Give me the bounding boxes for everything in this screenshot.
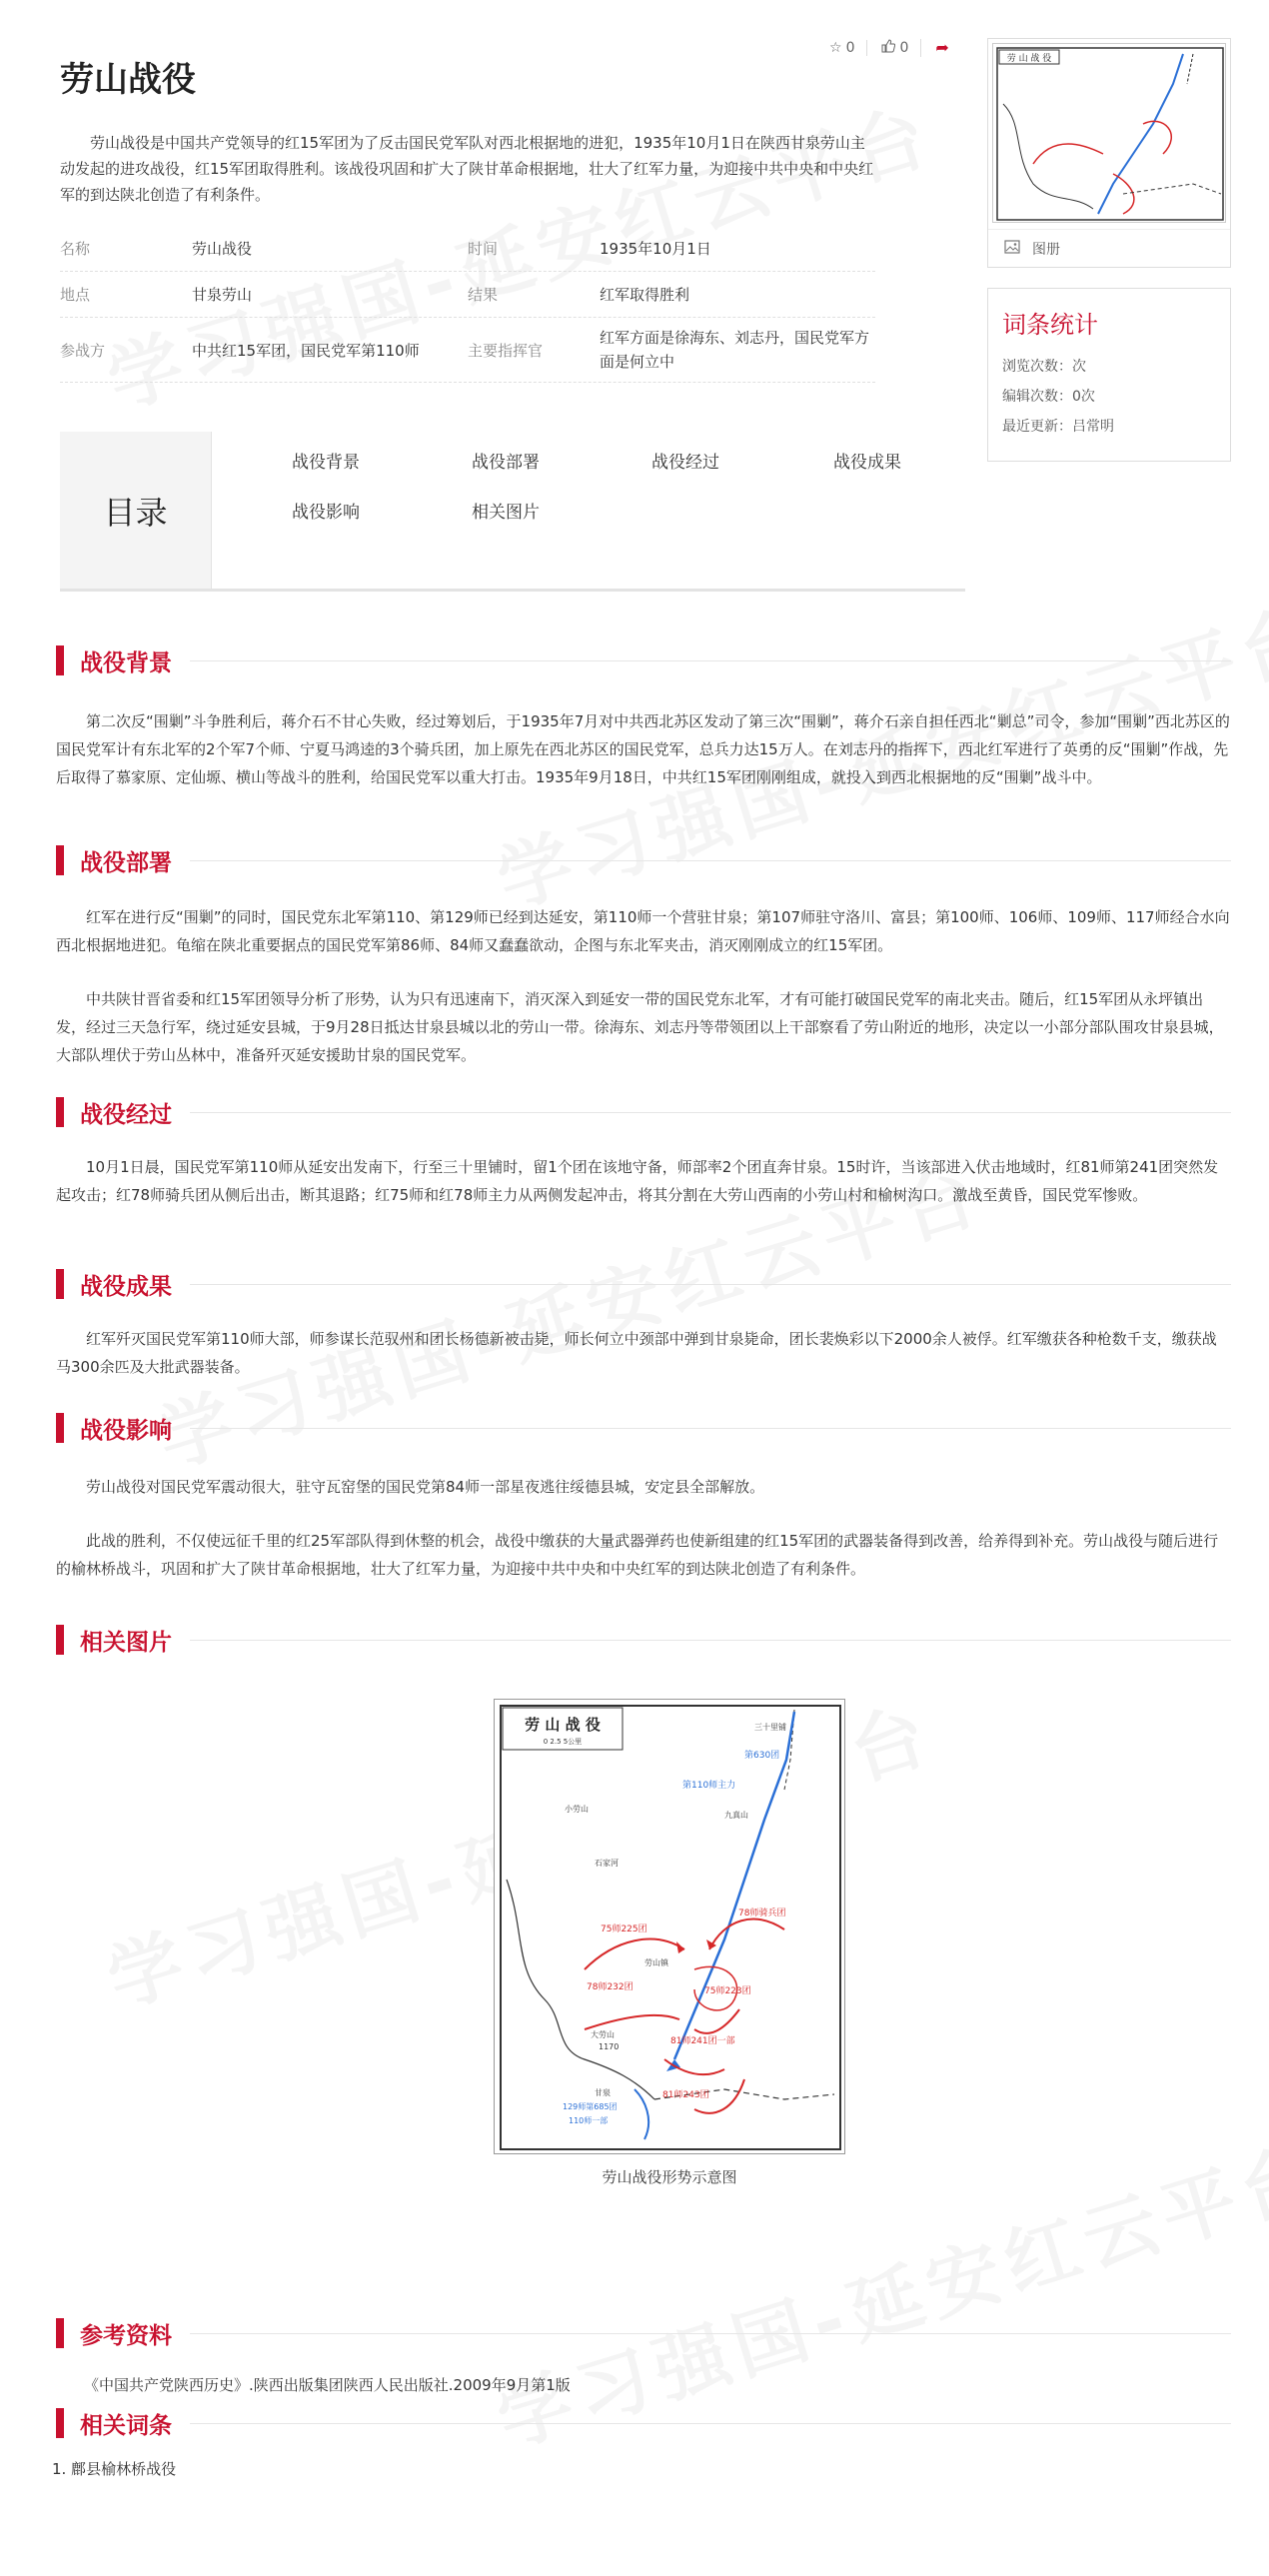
toc-item-background[interactable]: 战役背景 [292, 453, 360, 473]
map-label: 78师232团 [587, 1982, 634, 1992]
toc-label: 目录 [60, 432, 212, 589]
section-divider [190, 1112, 1231, 1113]
stats-updated: 最近更新：吕常明 [1002, 419, 1114, 435]
map-label: 81师243团 [662, 2090, 709, 2100]
map-label: 75师223团 [704, 1986, 751, 1996]
info-key: 参战方 [60, 341, 106, 360]
album-card[interactable] [987, 38, 1231, 268]
section-divider [190, 1284, 1231, 1285]
map-label: 75师225团 [601, 1925, 647, 1934]
map-label: 第630团 [744, 1751, 780, 1761]
section-header-process [56, 1097, 1231, 1127]
paragraph: 中共陕甘晋省委和红15军团领导分析了形势，认为只有迅速南下，消灭深入到延安一带的国民党东北军，才有可能打破国民党军的南北夹击。随后，红15军团从永坪镇出发，经过三天急行军，绕过延安县城，于9月28日抵达甘泉县城以北的劳山一带。徐海东、刘志丹等带领团以上干部察看了劳山附近的地形，决定以一小部分部队围攻甘泉县城，大部队埋伏于劳山丛林中，准备歼灭延安援助甘泉的国民党军。 [56, 990, 1224, 1064]
star-icon: ☆ [829, 39, 842, 56]
stats-views: 浏览次数：次 [1002, 359, 1086, 375]
album-icon [1004, 240, 1020, 258]
section-title: 战役经过 [80, 1101, 172, 1128]
section-header-impact [56, 1413, 1231, 1443]
toc-items [212, 432, 965, 589]
info-key: 结果 [468, 286, 499, 304]
map-label: 129师第685团 [563, 2102, 618, 2111]
section-header-images [56, 1625, 1231, 1655]
album-thumbnail[interactable] [992, 43, 1226, 223]
map-label: 78师骑兵团 [738, 1909, 786, 1919]
info-row [60, 272, 875, 318]
section-title: 战役影响 [80, 1417, 172, 1444]
info-row [60, 226, 875, 272]
section-divider [190, 860, 1231, 861]
reference-item: 《中国共产党陕西历史》.陕西出版集团陕西人民出版社.2009年9月第1版 [84, 2376, 571, 2394]
toc-item-deploy[interactable]: 战役部署 [472, 453, 540, 473]
info-table [60, 226, 875, 383]
share-icon: ➦ [935, 38, 949, 57]
info-key: 地点 [60, 286, 91, 304]
paragraph: 第二次反“围剿”斗争胜利后，蒋介石不甘心失败，经过筹划后，于1935年7月对中共西北苏区发动了第三次“围剿”，蒋介石亲自担任西北“剿总”司令，参加“围剿”西北苏区的国民党军计有东北军的2个军7个师、宁夏马鸿逵的3个骑兵团，加上原先在西北苏区的国民党军，总兵力达15万人。在刘志丹的指挥下，西北红军进行了英勇的反“围剿”作战，先后取得了慕家原、定仙塬、横山等战斗的胜利，给国民党军以重大打击。1935年9月18日，中共红15军团刚刚组成，就投入到西北根据地的反“围剿”战斗中。 [56, 712, 1230, 786]
info-key: 时间 [468, 240, 499, 258]
section-title: 战役背景 [80, 649, 172, 676]
section-divider [190, 2333, 1231, 2334]
map-label: 甘泉 [595, 2088, 611, 2097]
map-label: 1170 [599, 2042, 620, 2051]
paragraph: 红军歼灭国民党军第110师大部，师参谋长范驭州和团长杨德新被击毙，师长何立中颈部中弹到甘泉毙命，团长裴焕彩以下2000余人被俘。红军缴获各种枪数千支，缴获战马300余匹及大批武器装备。 [56, 1330, 1217, 1376]
section-divider [190, 1428, 1231, 1429]
section-title: 参考资料 [80, 2322, 172, 2349]
map-label: 石家河 [595, 1859, 619, 1868]
entry-summary: 劳山战役是中国共产党领导的红15军团为了反击国民党军队对西北根据地的进犯，1935年10月1日在陕西甘泉劳山主动发起的进攻战役，红15军团取得胜利。该战役巩固和扩大了陕甘革命根据地，壮大了红军力量，为迎接中共中央和中央红军的到达陕北创造了有利条件。 [60, 134, 874, 204]
section-header-background [56, 645, 1231, 675]
section-marker [56, 1097, 64, 1127]
paragraph: 10月1日晨，国民党军第110师从延安出发南下，行至三十里铺时，留1个团在该地守备，师部率2个团直奔甘泉。15时许，当该部进入伏击地域时，红81师第241团突然发起攻击；红78师骑兵团从侧后出击，断其退路；红75师和红78师主力从两侧发起冲击，将其分割在大劳山西南的小劳山村和榆树沟口。激战至黄昏，国民党军惨败。 [56, 1158, 1219, 1204]
toc-item-process[interactable]: 战役经过 [651, 453, 719, 473]
stats-title: 词条统计 [1002, 311, 1098, 339]
map-title: 劳 山 战 役 [525, 1716, 601, 1734]
album-map-title: 劳 山 战 役 [1006, 54, 1052, 64]
paragraph: 此战的胜利，不仅使远征千里的红25军部队得到休整的机会，战役中缴获的大量武器弹药也使新组建的红15军团的武器装备得到改善，给养得到补充。劳山战役与随后进行的榆林桥战斗，巩固和扩大了陕甘革命根据地，壮大了红军力量，为迎接中共中央和中央红军的到达陕北创造了有利条件。 [56, 1532, 1219, 1578]
info-key: 主要指挥官 [468, 341, 544, 360]
section-divider [190, 2423, 1231, 2424]
map-label: 110师一部 [569, 2116, 609, 2125]
map-label: 九真山 [724, 1811, 748, 1820]
info-value: 1935年10月1日 [600, 240, 711, 258]
info-value: 红军取得胜利 [600, 286, 690, 304]
section-header-deploy [56, 845, 1231, 875]
album-label: 图册 [1032, 241, 1060, 258]
map-label: 大劳山 [591, 2030, 615, 2039]
section-header-related [56, 2408, 1231, 2438]
toc-item-images[interactable]: 相关图片 [472, 503, 540, 523]
section-marker [56, 1269, 64, 1299]
section-title: 战役成果 [80, 1273, 172, 1300]
favorite-button[interactable] [829, 40, 867, 56]
entry-tools [829, 38, 961, 57]
section-title: 相关图片 [80, 1629, 172, 1656]
favorite-count: 0 [845, 39, 855, 56]
figure-caption: 劳山战役形势示意图 [602, 2168, 737, 2186]
battle-map-figure[interactable] [494, 1699, 845, 2154]
info-value: 中共红15军团，国民党军第110师 [192, 341, 420, 360]
info-value: 甘泉劳山 [192, 286, 253, 304]
info-value: 红军方面是徐海东、刘志丹，国民党军方面是何立中 [600, 329, 870, 371]
related-entry-link[interactable]: 1. 鄜县榆林桥战役 [52, 2460, 177, 2478]
like-button[interactable] [881, 39, 921, 57]
section-header-refs [56, 2318, 1231, 2348]
info-row [60, 318, 875, 383]
album-bar[interactable] [988, 229, 1230, 267]
map-label: 第110师主力 [682, 1781, 736, 1791]
map-label: 三十里铺 [754, 1723, 786, 1732]
info-key: 名称 [60, 240, 91, 258]
map-label: 小劳山 [565, 1805, 589, 1814]
stats-edits: 编辑次数：0次 [1002, 389, 1095, 405]
section-marker [56, 1413, 64, 1443]
paragraph: 红军在进行反“围剿”的同时，国民党东北军第110、第129师已经到达延安，第110师一个营驻甘泉；第107师驻守洛川、富县；第100师、106师、109师、117师经合水向西北根据地进犯。龟缩在陕北重要据点的国民党军第86师、84师又蠢蠢欲动，企图与东北军夹击，消灭刚刚成立的红15军团。 [56, 908, 1230, 954]
section-title: 战役部署 [80, 849, 172, 876]
section-marker [56, 845, 64, 875]
share-button[interactable] [935, 38, 960, 57]
toc-item-impact[interactable]: 战役影响 [292, 503, 360, 523]
thumb-up-icon [881, 39, 895, 57]
section-divider [190, 1640, 1231, 1641]
section-marker [56, 2318, 64, 2348]
page-title: 劳山战役 [60, 60, 196, 100]
section-title: 相关词条 [80, 2412, 172, 2439]
toc-item-result[interactable]: 战役成果 [833, 453, 901, 473]
info-value: 劳山战役 [192, 240, 253, 258]
entry-stats [987, 288, 1231, 462]
section-marker [56, 2408, 64, 2438]
section-header-result [56, 1269, 1231, 1299]
map-scale: 0 2.5 5公里 [543, 1738, 583, 1746]
table-of-contents [60, 432, 965, 592]
paragraph: 劳山战役对国民党军震动很大，驻守瓦窑堡的国民党第84师一部星夜逃往绥德县城，安定县全部解放。 [86, 1478, 765, 1496]
map-label: 81师241团一部 [670, 2036, 735, 2046]
section-marker [56, 1625, 64, 1655]
section-marker [56, 645, 64, 675]
like-count: 0 [899, 39, 909, 56]
section-divider [190, 660, 1231, 661]
map-label: 劳山镇 [644, 1958, 668, 1967]
